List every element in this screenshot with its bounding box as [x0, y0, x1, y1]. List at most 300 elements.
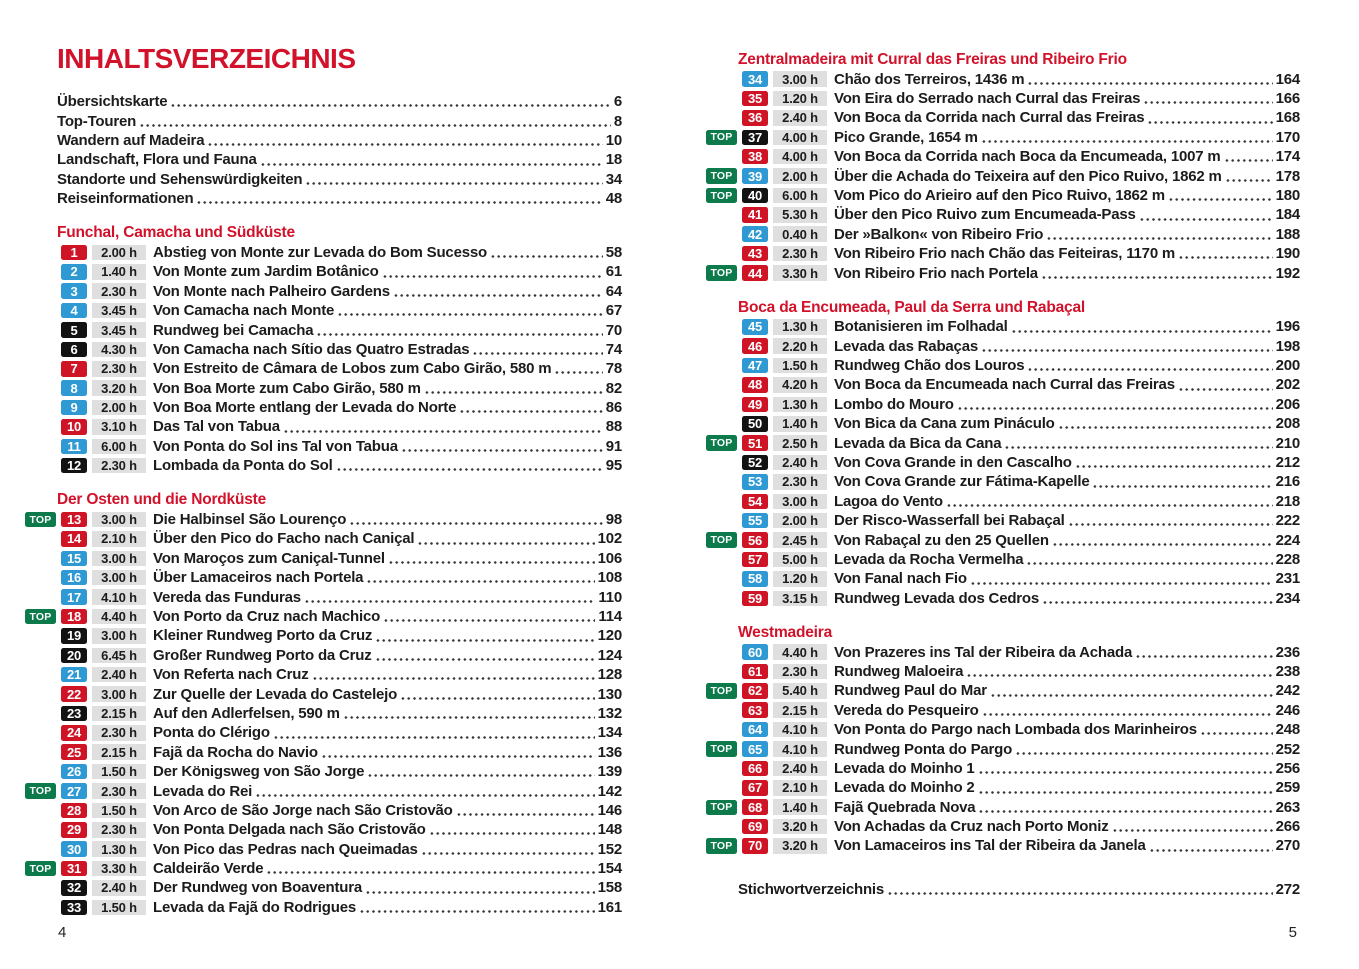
tour-page-number: 263: [1275, 798, 1300, 816]
tour-duration: 6.45 h: [92, 648, 146, 664]
tour-duration: 4.40 h: [92, 609, 146, 625]
tour-page-number: 154: [597, 860, 622, 878]
tour-number-badge: 62: [742, 683, 768, 699]
tour-duration: 2.30 h: [773, 246, 827, 262]
tour-title: Caldeirão Verde: [153, 860, 264, 878]
toc-tour-row: [738, 317, 1300, 336]
tour-title: Der Königsweg von São Jorge: [153, 763, 365, 781]
dotted-leader: [1027, 368, 1272, 371]
tour-page-number: 139: [597, 763, 622, 781]
toc-tour-row: [738, 778, 1300, 797]
tour-duration: 2.00 h: [92, 245, 146, 261]
dotted-leader: [978, 791, 1273, 794]
tour-page-number: 252: [1275, 740, 1300, 758]
dotted-leader: [1147, 121, 1272, 124]
tour-page-number: 216: [1275, 473, 1300, 491]
toc-tour-row: [57, 282, 622, 301]
tour-number-badge: 45: [742, 319, 768, 335]
tour-duration: 2.30 h: [92, 783, 146, 799]
tour-duration: 2.30 h: [92, 283, 146, 299]
tour-title: Von Fanal nach Fio: [834, 570, 967, 588]
dotted-leader: [1178, 256, 1273, 259]
toc-tour-row: [738, 492, 1300, 511]
tour-duration: 6.00 h: [92, 439, 146, 455]
dotted-leader: [1068, 523, 1273, 526]
tour-title: Von Monte zum Jardim Botânico: [153, 263, 379, 281]
tour-number-badge: 65: [742, 741, 768, 757]
left-sections: [29, 223, 622, 917]
tour-title: Von Ponta Delgada nach São Cristovão: [153, 821, 426, 839]
dotted-leader: [1027, 82, 1272, 85]
toc-tour-row: [57, 704, 622, 723]
tour-page-number: 95: [605, 457, 622, 475]
tour-page-number: 184: [1275, 206, 1300, 224]
section-heading: Zentralmadeira mit Curral das Freiras und Ribeiro Frio: [738, 51, 1127, 68]
tour-title: Von Porto da Cruz nach Machico: [153, 607, 381, 625]
top-badge: TOP: [706, 188, 737, 204]
tour-duration: 2.30 h: [92, 725, 146, 741]
section-rows: [710, 317, 1300, 608]
tour-title: Die Halbinsel São Lourenço: [153, 511, 347, 529]
intro-label: Wandern auf Madeira: [57, 131, 205, 149]
toc-tour-row: [738, 337, 1300, 356]
tour-title: Von Cova Grande zur Fátima-Kapelle: [834, 473, 1090, 491]
tour-page-number: 256: [1275, 759, 1300, 777]
tour-title: Levada da Bica da Cana: [834, 434, 1002, 452]
tour-duration: 5.40 h: [773, 683, 827, 699]
tour-page-number: 64: [605, 282, 622, 300]
dotted-leader: [382, 275, 603, 278]
dotted-leader: [1225, 179, 1273, 182]
section-rows: [29, 510, 622, 917]
tour-title: Von Ribeiro Frio nach Chão das Feiteiras, 1170 m: [834, 245, 1176, 263]
dotted-leader: [417, 542, 594, 545]
tour-page-number: 158: [597, 879, 622, 897]
tour-page-number: 168: [1275, 109, 1300, 127]
toc-tour-row: [738, 69, 1300, 88]
dotted-leader: [1143, 101, 1272, 104]
dotted-leader: [1046, 237, 1272, 240]
intro-page-number: 18: [605, 151, 622, 169]
tour-title: Von Bica da Cana zum Pináculo: [834, 415, 1055, 433]
dotted-leader: [383, 619, 595, 622]
toc-tour-row: [710, 166, 1300, 185]
intro-list: [57, 92, 622, 208]
tour-page-number: 132: [597, 704, 622, 722]
dotted-leader: [365, 891, 595, 894]
toc-tour-row: [57, 646, 622, 665]
tour-number-badge: 13: [61, 512, 87, 528]
folio-right: 5: [1288, 924, 1297, 941]
tour-duration: 4.30 h: [92, 342, 146, 358]
tour-number-badge: 39: [742, 168, 768, 184]
toc-tour-row: [738, 589, 1300, 608]
tour-number-badge: 22: [61, 686, 87, 702]
dotted-leader: [1052, 543, 1273, 546]
toc-tour-row: [738, 375, 1300, 394]
tour-page-number: 91: [605, 437, 622, 455]
toc-tour-row: [57, 626, 622, 645]
intro-row: [57, 92, 622, 111]
tour-title: Von Boca da Corrida nach Curral das Freiras: [834, 109, 1145, 127]
top-badge: TOP: [706, 265, 737, 281]
toc-tour-row: [29, 781, 622, 800]
tour-title: Von Maroços zum Caniçal-Tunnel: [153, 549, 385, 567]
tour-number-badge: 25: [61, 744, 87, 760]
toc-tour-row: [738, 720, 1300, 739]
tour-page-number: 231: [1275, 570, 1300, 588]
tour-page-number: 88: [605, 418, 622, 436]
dotted-leader: [375, 639, 594, 642]
tour-number-badge: 41: [742, 207, 768, 223]
tour-duration: 5.00 h: [773, 552, 827, 568]
tour-title: Von Estreito de Câmara de Lobos zum Cabo Girão, 580 m: [153, 360, 552, 378]
tour-number-badge: 12: [61, 458, 87, 474]
tour-title: Über den Pico Ruivo zum Encumeada-Pass: [834, 206, 1136, 224]
toc-section: [29, 490, 622, 917]
tour-title: Von Boca da Encumeada nach Curral das Freiras: [834, 376, 1175, 394]
tour-duration: 2.30 h: [773, 474, 827, 490]
tour-title: Kleiner Rundweg Porto da Cruz: [153, 627, 373, 645]
tour-title: Von Achadas da Cruz nach Porto Moniz: [834, 818, 1109, 836]
intro-label: Top-Touren: [57, 112, 137, 130]
tour-number-badge: 30: [61, 841, 87, 857]
toc-tour-row: [738, 569, 1300, 588]
tour-duration: 4.40 h: [773, 644, 827, 660]
tour-duration: 0.40 h: [773, 226, 827, 242]
tour-duration: 1.50 h: [773, 358, 827, 374]
dotted-leader: [982, 713, 1273, 716]
dotted-leader: [490, 255, 603, 258]
toc-tour-row: [29, 859, 622, 878]
dotted-leader: [196, 201, 602, 204]
tour-duration: 3.45 h: [92, 303, 146, 319]
dotted-leader: [266, 871, 594, 874]
tour-duration: 3.00 h: [92, 628, 146, 644]
tour-number-badge: 68: [742, 799, 768, 815]
toc-tour-row: [57, 340, 622, 359]
tour-number-badge: 51: [742, 435, 768, 451]
tour-page-number: 238: [1275, 662, 1300, 680]
tour-number-badge: 60: [742, 644, 768, 660]
toc-tour-row: [738, 817, 1300, 836]
tour-title: Über den Pico do Facho nach Caniçal: [153, 530, 415, 548]
tour-page-number: 130: [597, 685, 622, 703]
toc-tour-row: [710, 186, 1300, 205]
tour-duration: 2.30 h: [773, 664, 827, 680]
tour-title: Abstieg von Monte zur Levada do Bom Sucesso: [153, 243, 487, 261]
tour-duration: 3.10 h: [92, 419, 146, 435]
tour-number-badge: 18: [61, 609, 87, 625]
tour-duration: 1.20 h: [773, 91, 827, 107]
dotted-leader: [887, 892, 1273, 895]
tour-page-number: 74: [605, 340, 622, 358]
intro-page-number: 48: [605, 190, 622, 208]
toc-tour-row: [738, 205, 1300, 224]
dotted-leader: [1178, 388, 1273, 391]
tour-title: Rundweg bei Camacha: [153, 321, 314, 339]
toc-tour-row: [738, 147, 1300, 166]
tour-page-number: 178: [1275, 167, 1300, 185]
tour-duration: 2.00 h: [773, 168, 827, 184]
tour-number-badge: 67: [742, 780, 768, 796]
tour-page-number: 180: [1275, 186, 1300, 204]
tour-duration: 2.10 h: [92, 531, 146, 547]
tour-number-badge: 20: [61, 648, 87, 664]
dotted-leader: [367, 774, 594, 777]
tour-page-number: 198: [1275, 337, 1300, 355]
tour-title: Der »Balkon« von Ribeiro Frio: [834, 225, 1044, 243]
tour-title: Von Prazeres ins Tal der Ribeira da Achada: [834, 643, 1133, 661]
tour-number-badge: 55: [742, 513, 768, 529]
tour-page-number: 108: [597, 569, 622, 587]
tour-duration: 4.00 h: [773, 130, 827, 146]
tour-page-number: 242: [1275, 682, 1300, 700]
top-badge: TOP: [706, 800, 737, 816]
tour-number-badge: 5: [61, 322, 87, 338]
tour-title: Von Boa Morte zum Cabo Girão, 580 m: [153, 379, 421, 397]
toc-tour-row: [710, 739, 1300, 758]
tour-duration: 1.50 h: [92, 900, 146, 916]
tour-number-badge: 24: [61, 725, 87, 741]
toc-tour-row: [710, 433, 1300, 452]
dotted-leader: [336, 468, 603, 471]
toc-tour-row: [57, 743, 622, 762]
tour-page-number: 236: [1275, 643, 1300, 661]
intro-row: [57, 131, 622, 150]
toc-tour-row: [710, 836, 1300, 855]
toc-tour-row: [57, 587, 622, 606]
tour-duration: 3.20 h: [92, 380, 146, 396]
tour-title: Chão dos Terreiros, 1436 m: [834, 70, 1025, 88]
index-entry-page-number: 272: [1275, 880, 1300, 898]
tour-duration: 2.30 h: [92, 822, 146, 838]
dotted-leader: [990, 694, 1273, 697]
dotted-leader: [375, 658, 595, 661]
toc-tour-row: [57, 684, 622, 703]
tour-title: Von Boca da Corrida nach Boca da Encumeada, 1007 m: [834, 148, 1221, 166]
tour-title: Der Risco-Wasserfall bei Rabaçal: [834, 512, 1065, 530]
top-badge: TOP: [706, 168, 737, 184]
dotted-leader: [393, 294, 603, 297]
tour-title: Levada do Moinho 2: [834, 779, 975, 797]
tour-number-badge: 6: [61, 342, 87, 358]
tour-number-badge: 43: [742, 246, 768, 262]
tour-number-badge: 49: [742, 397, 768, 413]
tour-title: Von Monte nach Palheiro Gardens: [153, 282, 390, 300]
tour-duration: 2.10 h: [773, 780, 827, 796]
tour-number-badge: 47: [742, 358, 768, 374]
dotted-leader: [316, 333, 602, 336]
tour-number-badge: 1: [61, 245, 87, 261]
tour-title: Levada do Rei: [153, 782, 253, 800]
toc-tour-row: [57, 549, 622, 568]
dotted-leader: [1112, 829, 1273, 832]
tour-title: Lombada da Ponta do Sol: [153, 457, 333, 475]
tour-number-badge: 31: [61, 861, 87, 877]
tour-duration: 3.00 h: [773, 71, 827, 87]
tour-duration: 1.30 h: [773, 319, 827, 335]
tour-number-badge: 56: [742, 532, 768, 548]
tour-page-number: 82: [605, 379, 622, 397]
toc-tour-row: [29, 510, 622, 529]
tour-title: Über die Achada do Teixeira auf den Pico Ruivo, 1862 m: [834, 167, 1222, 185]
tour-duration: 1.30 h: [92, 841, 146, 857]
tour-page-number: 246: [1275, 701, 1300, 719]
tour-title: Von Ponta do Sol ins Tal von Tabua: [153, 437, 398, 455]
toc-tour-row: [57, 898, 622, 917]
intro-page-number: 34: [605, 170, 622, 188]
tour-number-badge: 54: [742, 494, 768, 510]
top-badge: TOP: [706, 532, 737, 548]
folio-left: 4: [58, 924, 67, 941]
tour-number-badge: 57: [742, 552, 768, 568]
top-badge: TOP: [706, 435, 737, 451]
toc-tour-row: [738, 225, 1300, 244]
toc-tour-row: [738, 453, 1300, 472]
toc-tour-row: [710, 798, 1300, 817]
dotted-leader: [1224, 159, 1273, 162]
index-entry-row: [738, 880, 1300, 899]
dotted-leader: [366, 580, 594, 583]
dotted-leader: [456, 813, 595, 816]
toc-tour-row: [738, 701, 1300, 720]
dotted-leader: [946, 504, 1273, 507]
tour-title: Fajã da Rocha do Navio: [153, 743, 318, 761]
tour-number-badge: 36: [742, 110, 768, 126]
tour-title: Vom Pico do Arieiro auf den Pico Ruivo, 1862 m: [834, 186, 1165, 204]
top-badge: TOP: [25, 609, 56, 625]
tour-title: Levada da Rocha Vermelha: [834, 550, 1024, 568]
tour-duration: 3.45 h: [92, 322, 146, 338]
top-badge: TOP: [706, 838, 737, 854]
tour-page-number: 208: [1275, 415, 1300, 433]
page-title: INHALTSVERZEICHNIS: [57, 43, 356, 74]
toc-tour-row: [738, 395, 1300, 414]
tour-duration: 4.00 h: [773, 149, 827, 165]
tour-page-number: 106: [597, 549, 622, 567]
tour-number-badge: 10: [61, 419, 87, 435]
toc-tour-row: [57, 723, 622, 742]
toc-tour-row: [738, 414, 1300, 433]
dotted-leader: [554, 371, 602, 374]
toc-section: [710, 298, 1300, 608]
dotted-leader: [970, 582, 1273, 585]
tour-number-badge: 63: [742, 702, 768, 718]
dotted-leader: [1015, 752, 1272, 755]
tour-number-badge: 26: [61, 764, 87, 780]
tour-title: Rundweg Levada dos Cedros: [834, 589, 1040, 607]
tour-number-badge: 21: [61, 667, 87, 683]
tour-duration: 4.10 h: [773, 741, 827, 757]
dotted-leader: [207, 143, 602, 146]
tour-duration: 2.40 h: [92, 880, 146, 896]
toc-tour-row: [738, 662, 1300, 681]
dotted-leader: [349, 522, 603, 525]
dotted-leader: [1135, 655, 1272, 658]
dotted-leader: [388, 561, 595, 564]
tour-number-badge: 61: [742, 664, 768, 680]
tour-page-number: 206: [1275, 395, 1300, 413]
tour-duration: 2.30 h: [92, 458, 146, 474]
section-heading: Westmadeira: [738, 623, 833, 641]
index-entry-label: Stichwortverzeichnis: [738, 880, 885, 898]
dotted-leader: [981, 349, 1273, 352]
toc-tour-row: [57, 262, 622, 281]
intro-row: [57, 150, 622, 169]
toc-tour-row: [57, 359, 622, 378]
tour-number-badge: 66: [742, 761, 768, 777]
tour-duration: 2.40 h: [92, 667, 146, 683]
tour-title: Levada do Moinho 1: [834, 759, 975, 777]
intro-page-number: 10: [605, 131, 622, 149]
dotted-leader: [1149, 849, 1273, 852]
tour-page-number: 266: [1275, 818, 1300, 836]
tour-number-badge: 2: [61, 264, 87, 280]
tour-page-number: 188: [1275, 225, 1300, 243]
toc-tour-row: [710, 681, 1300, 700]
top-badge: TOP: [706, 683, 737, 699]
tour-page-number: 200: [1275, 357, 1300, 375]
tour-duration: 2.40 h: [773, 110, 827, 126]
dotted-leader: [343, 716, 595, 719]
tour-number-badge: 29: [61, 822, 87, 838]
section-rows: [710, 642, 1300, 855]
dotted-leader: [283, 430, 603, 433]
tour-page-number: 270: [1275, 837, 1300, 855]
tour-duration: 3.20 h: [773, 819, 827, 835]
tour-page-number: 67: [605, 302, 622, 320]
tour-duration: 3.15 h: [773, 591, 827, 607]
dotted-leader: [321, 755, 595, 758]
tour-page-number: 166: [1275, 89, 1300, 107]
tour-title: Levada das Rabaças: [834, 337, 978, 355]
dotted-leader: [981, 140, 1273, 143]
tour-number-badge: 23: [61, 706, 87, 722]
dotted-leader: [957, 407, 1273, 410]
toc-tour-row: [57, 456, 622, 475]
tour-number-badge: 70: [742, 838, 768, 854]
tour-duration: 1.30 h: [773, 397, 827, 413]
section-heading: Der Osten und die Nordküste: [57, 491, 267, 509]
tour-duration: 2.30 h: [92, 361, 146, 377]
toc-tour-row: [710, 128, 1300, 147]
toc-tour-row: [738, 89, 1300, 108]
tour-page-number: 61: [605, 263, 622, 281]
tour-title: Lombo do Mouro: [834, 395, 954, 413]
tour-duration: 3.00 h: [92, 512, 146, 528]
tour-title: Von Arco de São Jorge nach São Cristovão: [153, 801, 453, 819]
top-badge: TOP: [25, 783, 56, 799]
tour-number-badge: 64: [742, 722, 768, 738]
tour-page-number: 58: [605, 243, 622, 261]
toc-tour-row: [738, 642, 1300, 661]
tour-number-badge: 50: [742, 416, 768, 432]
tour-page-number: 114: [598, 607, 622, 625]
tour-number-badge: 4: [61, 303, 87, 319]
dotted-leader: [1168, 198, 1273, 201]
tour-number-badge: 19: [61, 628, 87, 644]
tour-title: Ponta do Clérigo: [153, 724, 270, 742]
tour-duration: 3.00 h: [92, 686, 146, 702]
tour-page-number: 152: [597, 840, 622, 858]
tour-duration: 1.40 h: [773, 416, 827, 432]
tour-duration: 2.15 h: [92, 744, 146, 760]
tour-page-number: 190: [1275, 245, 1300, 263]
toc-tour-row: [57, 320, 622, 339]
dotted-leader: [305, 182, 602, 185]
toc-tour-row: [738, 511, 1300, 530]
